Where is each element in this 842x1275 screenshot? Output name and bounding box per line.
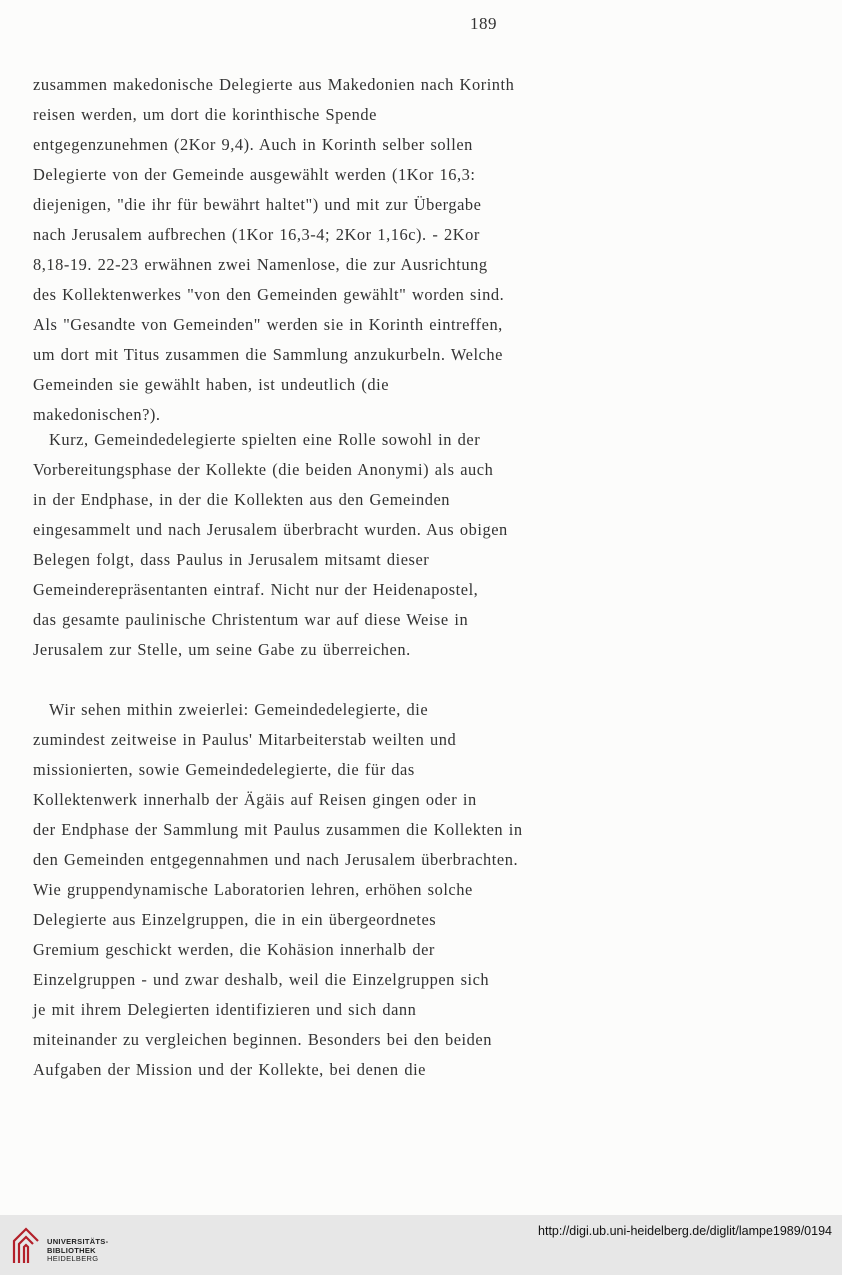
logo-stroke-middle — [19, 1237, 33, 1263]
paragraph-2 — [33, 425, 593, 665]
text-line: Delegierte aus Einzelgruppen, die in ein übergeordnetes — [33, 910, 437, 929]
logo-line-1: UNIVERSITÄTS- — [47, 1237, 109, 1246]
logo-line-2: BIBLIOTHEK — [47, 1245, 96, 1255]
text-line: miteinander zu vergleichen beginnen. Besonders bei den beiden — [33, 1030, 492, 1049]
text-line: reisen werden, um dort die korinthische Spende — [33, 105, 378, 124]
text-line: Aufgaben der Mission und der Kollekte, bei denen die — [33, 1060, 426, 1079]
text-line: missionierten, sowie Gemeindedelegierte, die für das — [33, 760, 415, 779]
text-line: Gemeinden sie gewählt haben, ist undeutlich (die — [33, 375, 390, 394]
text-line: Jerusalem zur Stelle, um seine Gabe zu überreichen. — [33, 640, 411, 659]
source-url-link[interactable]: http://digi.ub.uni-heidelberg.de/diglit/lampe1989/0194 — [538, 1224, 832, 1238]
text-line: Als "Gesandte von Gemeinden" werden sie in Korinth eintreffen, — [33, 315, 503, 334]
paragraph-3 — [33, 695, 593, 1085]
text-line: eingesammelt und nach Jerusalem überbracht wurden. Aus obigen — [33, 520, 508, 539]
text-line: Delegierte von der Gemeinde ausgewählt werden (1Kor 16,3: — [33, 165, 476, 184]
library-logo-text — [47, 1238, 108, 1264]
text-line: Gremium geschickt werden, die Kohäsion innerhalb der — [33, 940, 435, 959]
text-line: Einzelgruppen - und zwar deshalb, weil die Einzelgruppen sich — [33, 970, 490, 989]
text-line: Wir sehen mithin zweierlei: Gemeindedelegierte, die — [49, 700, 429, 719]
library-logo[interactable] — [10, 1223, 125, 1269]
text-line: makedonischen?). — [33, 405, 161, 424]
text-line: nach Jerusalem aufbrechen (1Kor 16,3-4; 2Kor 1,16c). - 2Kor — [33, 225, 480, 244]
text-line: 8,18-19. 22-23 erwähnen zwei Namenlose, die zur Ausrichtung — [33, 255, 488, 274]
text-line: zusammen makedonische Delegierte aus Makedonien nach Korinth — [33, 75, 515, 94]
text-line: Vorbereitungsphase der Kollekte (die beiden Anonymi) als auch — [33, 460, 494, 479]
text-line: Belegen folgt, dass Paulus in Jerusalem mitsamt dieser — [33, 550, 430, 569]
paragraph-1 — [33, 70, 593, 430]
text-line: entgegenzunehmen (2Kor 9,4). Auch in Korinth selber sollen — [33, 135, 473, 154]
text-line: je mit ihrem Delegierten identifizieren und sich dann — [33, 1000, 417, 1019]
text-line: das gesamte paulinische Christentum war auf diese Weise in — [33, 610, 469, 629]
text-line: zumindest zeitweise in Paulus' Mitarbeiterstab weilten und — [33, 730, 457, 749]
footer-bar — [0, 1215, 842, 1275]
text-line: um dort mit Titus zusammen die Sammlung anzukurbeln. Welche — [33, 345, 503, 364]
text-line: diejenigen, "die ihr für bewährt haltet") und mit zur Übergabe — [33, 195, 482, 214]
text-line: Wie gruppendynamische Laboratorien lehren, erhöhen solche — [33, 880, 473, 899]
library-logo-icon — [10, 1223, 42, 1267]
text-line: Kollektenwerk innerhalb der Ägäis auf Reisen gingen oder in — [33, 790, 477, 809]
text-line: des Kollektenwerkes "von den Gemeinden gewählt" worden sind. — [33, 285, 505, 304]
text-line: den Gemeinden entgegennahmen und nach Jerusalem überbrachten. — [33, 850, 519, 869]
page-number: 189 — [470, 14, 497, 33]
text-line: der Endphase der Sammlung mit Paulus zusammen die Kollekten in — [33, 820, 523, 839]
text-line: in der Endphase, in der die Kollekten aus den Gemeinden — [33, 490, 451, 509]
logo-line-3: HEIDELBERG — [47, 1254, 99, 1263]
text-line: Gemeinderepräsentanten eintraf. Nicht nur der Heidenapostel, — [33, 580, 479, 599]
text-line: Kurz, Gemeindedelegierte spielten eine Rolle sowohl in der — [49, 430, 481, 449]
logo-stroke-inner — [24, 1245, 28, 1263]
